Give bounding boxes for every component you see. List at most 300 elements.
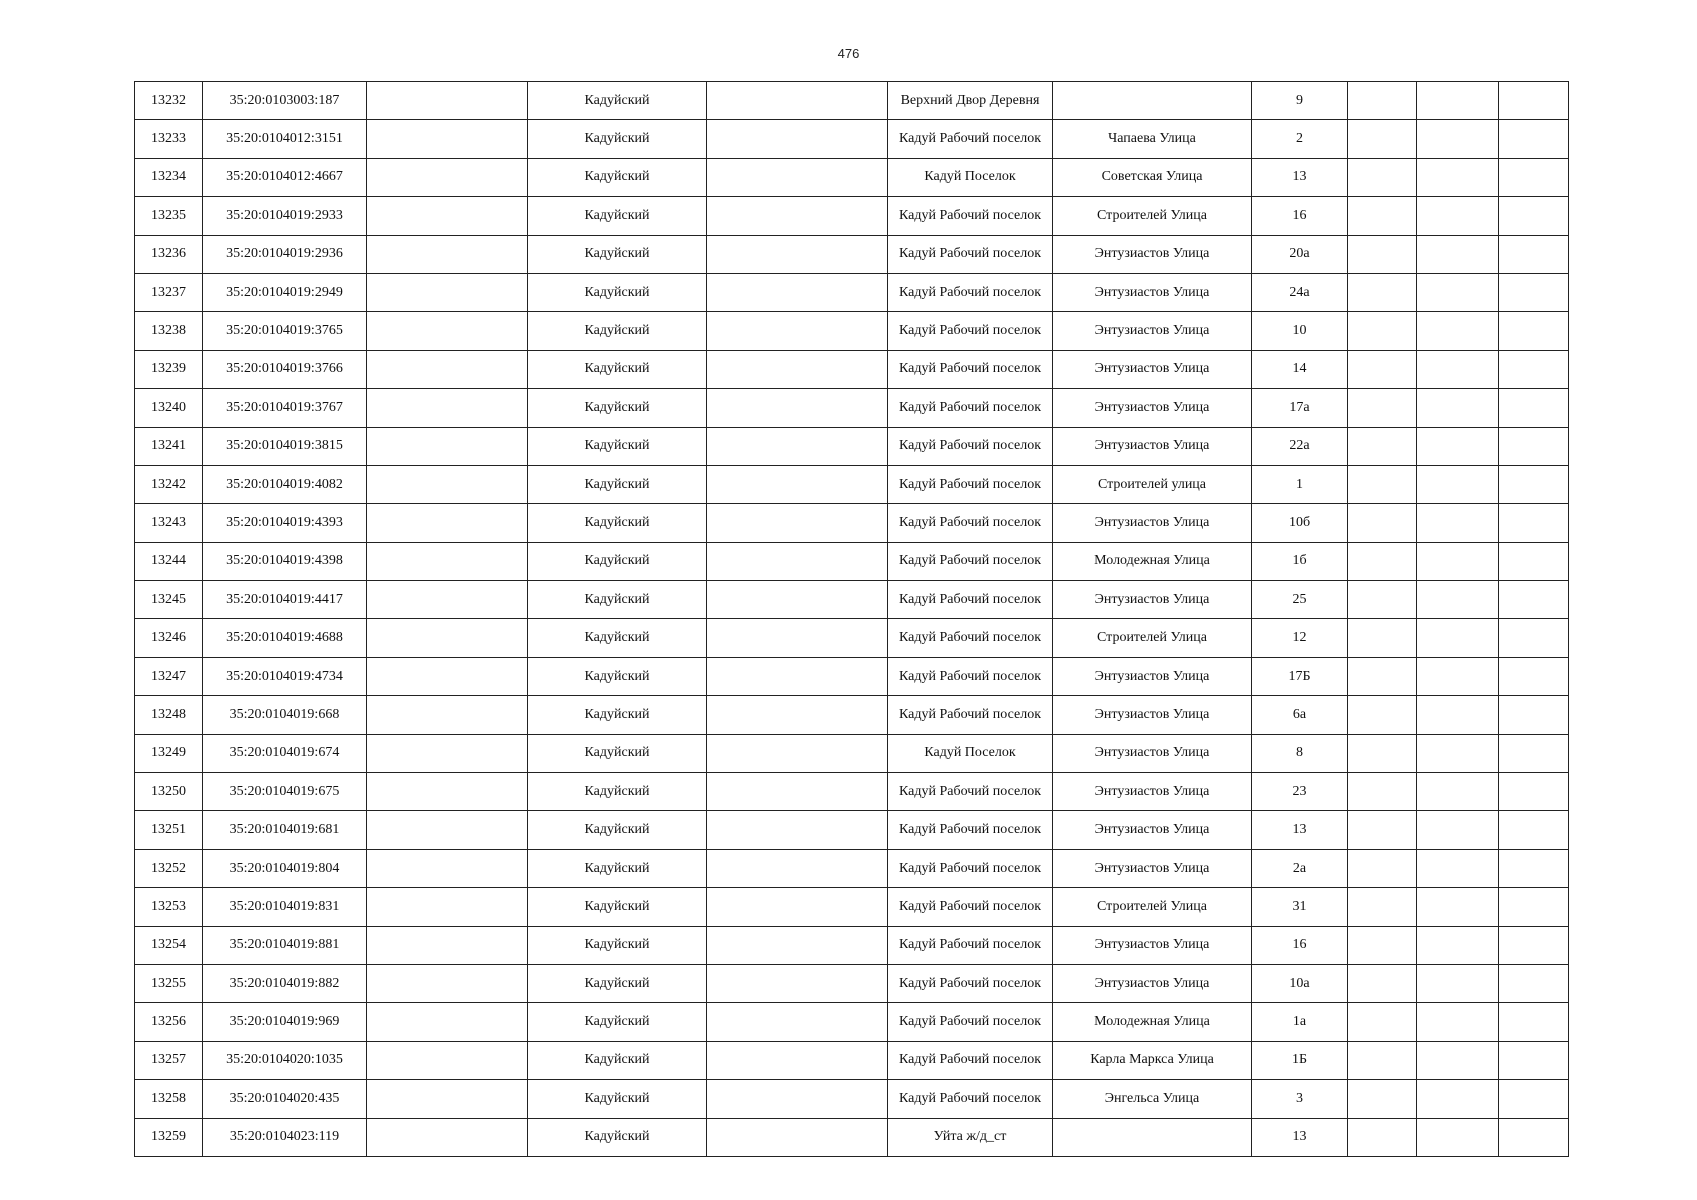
cadastral-number-cell: 35:20:0104019:681 (203, 811, 367, 849)
district-cell: Кадуйский (528, 465, 707, 503)
street-cell: Строителей Улица (1053, 619, 1252, 657)
table-row (135, 427, 1569, 465)
cadastral-number-cell: 35:20:0104012:3151 (203, 120, 367, 158)
row-number-cell: 13255 (135, 964, 203, 1002)
empty-cell (1499, 581, 1569, 619)
district-cell: Кадуйский (528, 926, 707, 964)
cadastral-number-cell: 35:20:0104023:119 (203, 1118, 367, 1156)
house-number-cell: 9 (1252, 82, 1348, 120)
street-cell: Энтузиастов Улица (1053, 657, 1252, 695)
row-number-cell: 13252 (135, 849, 203, 887)
street-cell: Энтузиастов Улица (1053, 389, 1252, 427)
empty-cell (367, 1080, 528, 1118)
empty-cell (1417, 1003, 1499, 1041)
row-number-cell: 13233 (135, 120, 203, 158)
cadastral-number-cell: 35:20:0104019:3765 (203, 312, 367, 350)
street-cell: Строителей Улица (1053, 888, 1252, 926)
locality-cell: Кадуй Рабочий поселок (888, 542, 1053, 580)
empty-cell (1348, 1041, 1417, 1079)
district-cell: Кадуйский (528, 197, 707, 235)
empty-cell (1348, 350, 1417, 388)
row-number-cell: 13253 (135, 888, 203, 926)
house-number-cell: 2а (1252, 849, 1348, 887)
empty-cell (1417, 158, 1499, 196)
table-row (135, 581, 1569, 619)
house-number-cell: 25 (1252, 581, 1348, 619)
empty-cell (367, 696, 528, 734)
row-number-cell: 13236 (135, 235, 203, 273)
empty-cell (367, 158, 528, 196)
locality-cell: Кадуй Рабочий поселок (888, 619, 1053, 657)
street-cell: Строителей улица (1053, 465, 1252, 503)
empty-cell (1499, 1003, 1569, 1041)
empty-cell (1417, 1118, 1499, 1156)
locality-cell: Кадуй Рабочий поселок (888, 1080, 1053, 1118)
street-cell: Энтузиастов Улица (1053, 696, 1252, 734)
locality-cell: Кадуй Поселок (888, 734, 1053, 772)
house-number-cell: 23 (1252, 773, 1348, 811)
empty-cell (1348, 158, 1417, 196)
row-number-cell: 13237 (135, 273, 203, 311)
district-cell: Кадуйский (528, 811, 707, 849)
empty-cell (707, 773, 888, 811)
row-number-cell: 13244 (135, 542, 203, 580)
empty-cell (707, 696, 888, 734)
empty-cell (1417, 1080, 1499, 1118)
empty-cell (1417, 734, 1499, 772)
house-number-cell: 1 (1252, 465, 1348, 503)
locality-cell: Кадуй Рабочий поселок (888, 657, 1053, 695)
table-row (135, 888, 1569, 926)
table-row (135, 465, 1569, 503)
empty-cell (367, 504, 528, 542)
row-number-cell: 13258 (135, 1080, 203, 1118)
empty-cell (1348, 581, 1417, 619)
empty-cell (367, 926, 528, 964)
cadastral-number-cell: 35:20:0104019:4417 (203, 581, 367, 619)
empty-cell (1417, 773, 1499, 811)
locality-cell: Кадуй Рабочий поселок (888, 427, 1053, 465)
empty-cell (1417, 964, 1499, 1002)
table-row (135, 1003, 1569, 1041)
district-cell: Кадуйский (528, 427, 707, 465)
empty-cell (1417, 235, 1499, 273)
page-number: 476 (837, 46, 860, 61)
locality-cell: Кадуй Рабочий поселок (888, 811, 1053, 849)
empty-cell (1348, 427, 1417, 465)
empty-cell (1417, 696, 1499, 734)
empty-cell (1348, 888, 1417, 926)
locality-cell: Кадуй Рабочий поселок (888, 120, 1053, 158)
empty-cell (1499, 465, 1569, 503)
empty-cell (1348, 849, 1417, 887)
cadastral-number-cell: 35:20:0104012:4667 (203, 158, 367, 196)
row-number-cell: 13235 (135, 197, 203, 235)
cadastral-number-cell: 35:20:0104019:4734 (203, 657, 367, 695)
empty-cell (707, 849, 888, 887)
district-cell: Кадуйский (528, 1080, 707, 1118)
empty-cell (367, 312, 528, 350)
empty-cell (1417, 888, 1499, 926)
table-row (135, 926, 1569, 964)
empty-cell (707, 427, 888, 465)
district-cell: Кадуйский (528, 1041, 707, 1079)
empty-cell (1348, 734, 1417, 772)
table-row (135, 1118, 1569, 1156)
empty-cell (1499, 849, 1569, 887)
empty-cell (367, 619, 528, 657)
empty-cell (1499, 427, 1569, 465)
empty-cell (367, 734, 528, 772)
house-number-cell: 10 (1252, 312, 1348, 350)
table-row (135, 619, 1569, 657)
locality-cell: Кадуй Рабочий поселок (888, 504, 1053, 542)
empty-cell (707, 389, 888, 427)
empty-cell (1499, 657, 1569, 695)
street-cell: Молодежная Улица (1053, 542, 1252, 580)
empty-cell (1499, 1041, 1569, 1079)
locality-cell: Кадуй Рабочий поселок (888, 197, 1053, 235)
row-number-cell: 13242 (135, 465, 203, 503)
empty-cell (1499, 235, 1569, 273)
locality-cell: Кадуй Рабочий поселок (888, 1041, 1053, 1079)
row-number-cell: 13249 (135, 734, 203, 772)
table-row (135, 1041, 1569, 1079)
empty-cell (707, 964, 888, 1002)
empty-cell (367, 82, 528, 120)
house-number-cell: 2 (1252, 120, 1348, 158)
locality-cell: Уйта ж/д_ст (888, 1118, 1053, 1156)
cadastral-number-cell: 35:20:0104019:4082 (203, 465, 367, 503)
table-row (135, 657, 1569, 695)
empty-cell (367, 120, 528, 158)
empty-cell (1348, 312, 1417, 350)
empty-cell (1348, 964, 1417, 1002)
house-number-cell: 12 (1252, 619, 1348, 657)
row-number-cell: 13257 (135, 1041, 203, 1079)
empty-cell (1348, 696, 1417, 734)
empty-cell (367, 273, 528, 311)
district-cell: Кадуйский (528, 581, 707, 619)
cadastral-number-cell: 35:20:0104019:674 (203, 734, 367, 772)
table-row (135, 811, 1569, 849)
house-number-cell: 16 (1252, 197, 1348, 235)
empty-cell (707, 312, 888, 350)
house-number-cell: 24а (1252, 273, 1348, 311)
street-cell: Советская Улица (1053, 158, 1252, 196)
house-number-cell: 20а (1252, 235, 1348, 273)
table-row (135, 273, 1569, 311)
empty-cell (1499, 273, 1569, 311)
row-number-cell: 13256 (135, 1003, 203, 1041)
empty-cell (1417, 542, 1499, 580)
house-number-cell: 1Б (1252, 1041, 1348, 1079)
street-cell (1053, 82, 1252, 120)
street-cell (1053, 1118, 1252, 1156)
cadastral-number-cell: 35:20:0104019:3767 (203, 389, 367, 427)
empty-cell (1499, 197, 1569, 235)
empty-cell (367, 389, 528, 427)
cadastral-number-cell: 35:20:0104019:4688 (203, 619, 367, 657)
empty-cell (1499, 888, 1569, 926)
table-row (135, 1080, 1569, 1118)
empty-cell (707, 619, 888, 657)
locality-cell: Кадуй Рабочий поселок (888, 849, 1053, 887)
empty-cell (707, 734, 888, 772)
locality-cell: Кадуй Рабочий поселок (888, 926, 1053, 964)
empty-cell (1499, 389, 1569, 427)
house-number-cell: 10б (1252, 504, 1348, 542)
empty-cell (1348, 1003, 1417, 1041)
empty-cell (367, 350, 528, 388)
locality-cell: Кадуй Поселок (888, 158, 1053, 196)
row-number-cell: 13254 (135, 926, 203, 964)
district-cell: Кадуйский (528, 657, 707, 695)
empty-cell (367, 465, 528, 503)
empty-cell (1417, 465, 1499, 503)
empty-cell (1417, 82, 1499, 120)
empty-cell (707, 1080, 888, 1118)
row-number-cell: 13241 (135, 427, 203, 465)
empty-cell (367, 1118, 528, 1156)
empty-cell (707, 235, 888, 273)
row-number-cell: 13239 (135, 350, 203, 388)
district-cell: Кадуйский (528, 696, 707, 734)
empty-cell (1499, 350, 1569, 388)
locality-cell: Верхний Двор Деревня (888, 82, 1053, 120)
district-cell: Кадуйский (528, 849, 707, 887)
empty-cell (707, 1041, 888, 1079)
cadastral-number-cell: 35:20:0103003:187 (203, 82, 367, 120)
house-number-cell: 22а (1252, 427, 1348, 465)
empty-cell (1417, 811, 1499, 849)
empty-cell (707, 926, 888, 964)
street-cell: Энтузиастов Улица (1053, 350, 1252, 388)
row-number-cell: 13240 (135, 389, 203, 427)
empty-cell (707, 581, 888, 619)
empty-cell (1499, 619, 1569, 657)
locality-cell: Кадуй Рабочий поселок (888, 235, 1053, 273)
empty-cell (707, 657, 888, 695)
street-cell: Энтузиастов Улица (1053, 427, 1252, 465)
district-cell: Кадуйский (528, 773, 707, 811)
district-cell: Кадуйский (528, 120, 707, 158)
row-number-cell: 13248 (135, 696, 203, 734)
cadastral-number-cell: 35:20:0104019:804 (203, 849, 367, 887)
locality-cell: Кадуй Рабочий поселок (888, 773, 1053, 811)
empty-cell (1348, 389, 1417, 427)
row-number-cell: 13251 (135, 811, 203, 849)
row-number-cell: 13247 (135, 657, 203, 695)
empty-cell (1348, 465, 1417, 503)
table-row (135, 312, 1569, 350)
empty-cell (1348, 657, 1417, 695)
empty-cell (367, 849, 528, 887)
empty-cell (1348, 82, 1417, 120)
street-cell: Энтузиастов Улица (1053, 273, 1252, 311)
empty-cell (707, 197, 888, 235)
table-row (135, 504, 1569, 542)
district-cell: Кадуйский (528, 312, 707, 350)
locality-cell: Кадуй Рабочий поселок (888, 273, 1053, 311)
empty-cell (707, 1003, 888, 1041)
locality-cell: Кадуй Рабочий поселок (888, 888, 1053, 926)
empty-cell (1417, 849, 1499, 887)
cadastral-number-cell: 35:20:0104019:668 (203, 696, 367, 734)
cadastral-number-cell: 35:20:0104019:3815 (203, 427, 367, 465)
street-cell: Энтузиастов Улица (1053, 811, 1252, 849)
empty-cell (1348, 811, 1417, 849)
house-number-cell: 3 (1252, 1080, 1348, 1118)
empty-cell (1348, 926, 1417, 964)
district-cell: Кадуйский (528, 389, 707, 427)
empty-cell (707, 158, 888, 196)
cadastral-number-cell: 35:20:0104020:1035 (203, 1041, 367, 1079)
district-cell: Кадуйский (528, 1118, 707, 1156)
empty-cell (1417, 427, 1499, 465)
cadastral-number-cell: 35:20:0104019:969 (203, 1003, 367, 1041)
empty-cell (1348, 542, 1417, 580)
cadastral-number-cell: 35:20:0104019:4398 (203, 542, 367, 580)
table-row (135, 849, 1569, 887)
locality-cell: Кадуй Рабочий поселок (888, 696, 1053, 734)
district-cell: Кадуйский (528, 542, 707, 580)
district-cell: Кадуйский (528, 273, 707, 311)
empty-cell (707, 273, 888, 311)
cadastral-number-cell: 35:20:0104019:2949 (203, 273, 367, 311)
empty-cell (367, 542, 528, 580)
empty-cell (1499, 1118, 1569, 1156)
locality-cell: Кадуй Рабочий поселок (888, 350, 1053, 388)
house-number-cell: 8 (1252, 734, 1348, 772)
district-cell: Кадуйский (528, 504, 707, 542)
street-cell: Энтузиастов Улица (1053, 849, 1252, 887)
cadastral-number-cell: 35:20:0104020:435 (203, 1080, 367, 1118)
empty-cell (367, 888, 528, 926)
house-number-cell: 10а (1252, 964, 1348, 1002)
empty-cell (707, 888, 888, 926)
empty-cell (1417, 197, 1499, 235)
empty-cell (1417, 1041, 1499, 1079)
row-number-cell: 13250 (135, 773, 203, 811)
empty-cell (1348, 1118, 1417, 1156)
house-number-cell: 17а (1252, 389, 1348, 427)
locality-cell: Кадуй Рабочий поселок (888, 465, 1053, 503)
street-cell: Энтузиастов Улица (1053, 926, 1252, 964)
table-row (135, 696, 1569, 734)
empty-cell (1348, 773, 1417, 811)
street-cell: Чапаева Улица (1053, 120, 1252, 158)
street-cell: Энтузиастов Улица (1053, 773, 1252, 811)
cadastral-number-cell: 35:20:0104019:2936 (203, 235, 367, 273)
empty-cell (1499, 696, 1569, 734)
cadastral-number-cell: 35:20:0104019:3766 (203, 350, 367, 388)
empty-cell (707, 542, 888, 580)
house-number-cell: 1а (1252, 1003, 1348, 1041)
empty-cell (367, 1041, 528, 1079)
table-row (135, 773, 1569, 811)
district-cell: Кадуйский (528, 964, 707, 1002)
table-row (135, 964, 1569, 1002)
registry-table (134, 81, 1569, 1157)
empty-cell (367, 773, 528, 811)
street-cell: Энтузиастов Улица (1053, 734, 1252, 772)
empty-cell (1417, 504, 1499, 542)
empty-cell (1499, 734, 1569, 772)
empty-cell (1417, 273, 1499, 311)
district-cell: Кадуйский (528, 619, 707, 657)
locality-cell: Кадуй Рабочий поселок (888, 389, 1053, 427)
cadastral-number-cell: 35:20:0104019:831 (203, 888, 367, 926)
empty-cell (1499, 504, 1569, 542)
cadastral-number-cell: 35:20:0104019:881 (203, 926, 367, 964)
empty-cell (1499, 926, 1569, 964)
table-row (135, 350, 1569, 388)
empty-cell (1417, 312, 1499, 350)
empty-cell (707, 504, 888, 542)
registry-table-body (135, 82, 1569, 1157)
street-cell: Энтузиастов Улица (1053, 235, 1252, 273)
empty-cell (1499, 312, 1569, 350)
row-number-cell: 13232 (135, 82, 203, 120)
empty-cell (1499, 120, 1569, 158)
empty-cell (367, 197, 528, 235)
empty-cell (707, 120, 888, 158)
empty-cell (1417, 657, 1499, 695)
street-cell: Строителей Улица (1053, 197, 1252, 235)
empty-cell (367, 811, 528, 849)
locality-cell: Кадуй Рабочий поселок (888, 964, 1053, 1002)
empty-cell (1348, 235, 1417, 273)
empty-cell (367, 1003, 528, 1041)
district-cell: Кадуйский (528, 82, 707, 120)
locality-cell: Кадуй Рабочий поселок (888, 1003, 1053, 1041)
locality-cell: Кадуй Рабочий поселок (888, 581, 1053, 619)
house-number-cell: 1б (1252, 542, 1348, 580)
empty-cell (1417, 581, 1499, 619)
table-row (135, 158, 1569, 196)
district-cell: Кадуйский (528, 734, 707, 772)
empty-cell (1417, 350, 1499, 388)
cadastral-number-cell: 35:20:0104019:675 (203, 773, 367, 811)
empty-cell (1499, 811, 1569, 849)
table-row (135, 235, 1569, 273)
table-row (135, 120, 1569, 158)
empty-cell (1348, 1080, 1417, 1118)
district-cell: Кадуйский (528, 235, 707, 273)
row-number-cell: 13243 (135, 504, 203, 542)
row-number-cell: 13259 (135, 1118, 203, 1156)
empty-cell (1348, 273, 1417, 311)
house-number-cell: 31 (1252, 888, 1348, 926)
empty-cell (707, 82, 888, 120)
street-cell: Энтузиастов Улица (1053, 312, 1252, 350)
house-number-cell: 14 (1252, 350, 1348, 388)
empty-cell (1417, 619, 1499, 657)
empty-cell (367, 427, 528, 465)
district-cell: Кадуйский (528, 350, 707, 388)
table-row (135, 734, 1569, 772)
empty-cell (1499, 542, 1569, 580)
empty-cell (1499, 82, 1569, 120)
row-number-cell: 13245 (135, 581, 203, 619)
cadastral-number-cell: 35:20:0104019:2933 (203, 197, 367, 235)
empty-cell (367, 581, 528, 619)
empty-cell (1499, 964, 1569, 1002)
empty-cell (707, 350, 888, 388)
table-row (135, 197, 1569, 235)
locality-cell: Кадуй Рабочий поселок (888, 312, 1053, 350)
